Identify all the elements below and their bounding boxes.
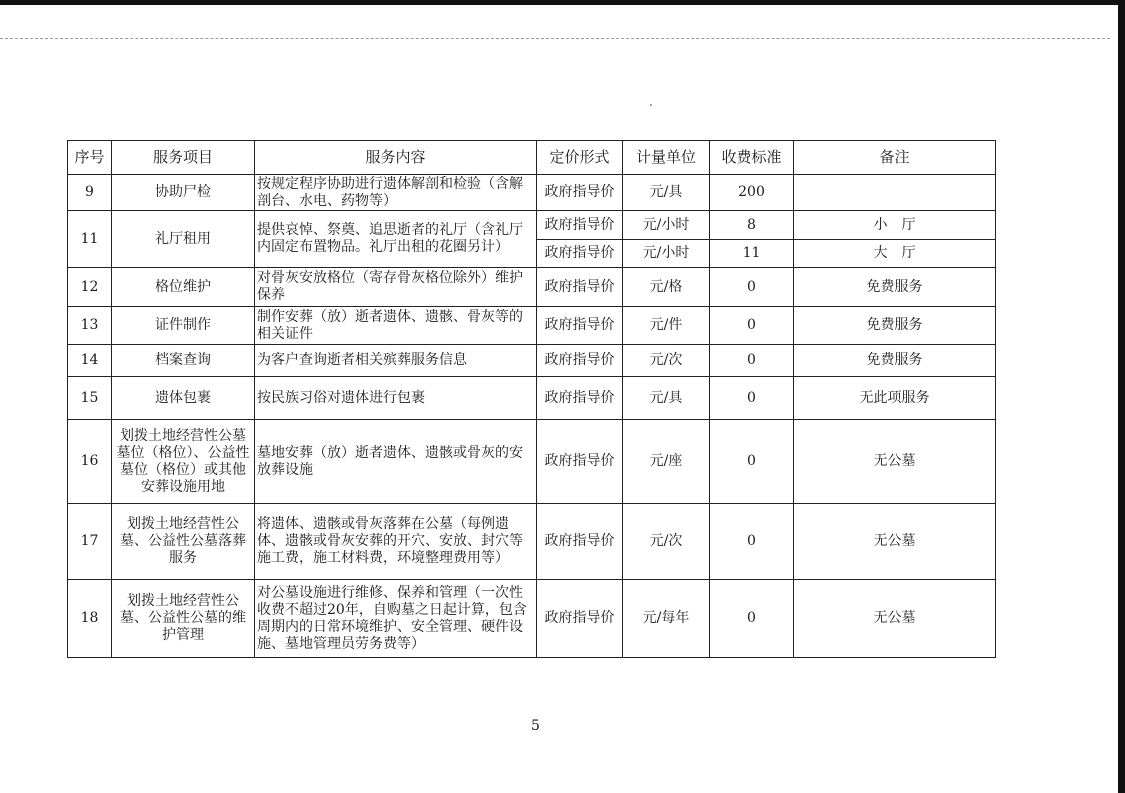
cell-note: 无公墓 [794, 420, 996, 504]
table-row [68, 211, 996, 240]
header-note: 备注 [794, 141, 996, 175]
cell-pricing: 政府指导价 [537, 345, 623, 377]
header-item: 服务项目 [112, 141, 255, 175]
table-row [68, 345, 996, 377]
table-row [68, 175, 996, 211]
cell-pricing: 政府指导价 [537, 420, 623, 504]
cell-unit: 元/格 [623, 268, 710, 307]
cell-fee: 11 [710, 240, 794, 268]
cell-note: 小 厅 [794, 211, 996, 240]
table-row [68, 377, 996, 420]
table-row [68, 420, 996, 504]
cell-pricing: 政府指导价 [537, 504, 623, 580]
cell-note: 无公墓 [794, 504, 996, 580]
cell-pricing: 政府指导价 [537, 175, 623, 211]
cell-note: 无此项服务 [794, 377, 996, 420]
cell-item: 礼厅租用 [112, 211, 255, 268]
cell-unit: 元/件 [623, 307, 710, 345]
cell-pricing: 政府指导价 [537, 377, 623, 420]
cell-note: 免费服务 [794, 345, 996, 377]
cell-content: 按民族习俗对遗体进行包裹 [255, 377, 537, 420]
cell-unit: 元/座 [623, 420, 710, 504]
fee-table [67, 140, 996, 658]
cell-no: 15 [68, 377, 112, 420]
cell-no: 12 [68, 268, 112, 307]
cell-fee: 0 [710, 504, 794, 580]
cell-fee: 0 [710, 307, 794, 345]
cell-content: 为客户查询逝者相关殡葬服务信息 [255, 345, 537, 377]
cell-note: 大 厅 [794, 240, 996, 268]
cell-item: 档案查询 [112, 345, 255, 377]
table-row [68, 307, 996, 345]
cell-unit: 元/次 [623, 504, 710, 580]
cell-content: 制作安葬（放）逝者遗体、遗骸、骨灰等的相关证件 [255, 307, 537, 345]
scan-speck [650, 104, 652, 106]
cell-content: 按规定程序协助进行遗体解剖和检验（含解剖台、水电、药物等） [255, 175, 537, 211]
table-row [68, 580, 996, 658]
cell-no: 16 [68, 420, 112, 504]
cell-item: 证件制作 [112, 307, 255, 345]
table-header-row [68, 141, 996, 175]
cell-item: 划拨土地经营性公墓墓位（格位）、公益性墓位（格位）或其他安葬设施用地 [112, 420, 255, 504]
cell-unit: 元/次 [623, 345, 710, 377]
header-unit: 计量单位 [623, 141, 710, 175]
cell-pricing: 政府指导价 [537, 240, 623, 268]
cell-no: 18 [68, 580, 112, 658]
cell-unit: 元/每年 [623, 580, 710, 658]
cell-item: 格位维护 [112, 268, 255, 307]
cell-fee: 0 [710, 580, 794, 658]
cell-fee: 0 [710, 268, 794, 307]
cell-note: 无公墓 [794, 580, 996, 658]
page-number: 5 [531, 718, 540, 734]
cell-no: 11 [68, 211, 112, 268]
header-fee: 收费标准 [710, 141, 794, 175]
cell-fee: 200 [710, 175, 794, 211]
cell-fee: 0 [710, 377, 794, 420]
cell-item: 划拨土地经营性公墓、公益性公墓落葬服务 [112, 504, 255, 580]
cell-content: 对公墓设施进行维修、保养和管理（一次性收费不超过20年，自购墓之日起计算，包含周期内的日常环境维护、安全管理、硬件设施、墓地管理员劳务费等） [255, 580, 537, 658]
cell-content: 将遗体、遗骸或骨灰落葬在公墓（每例遗体、遗骸或骨灰安葬的开穴、安放、封穴等施工费，施工材料费，环境整理费用等） [255, 504, 537, 580]
cell-pricing: 政府指导价 [537, 307, 623, 345]
cell-no: 13 [68, 307, 112, 345]
cell-pricing: 政府指导价 [537, 268, 623, 307]
cell-note: 免费服务 [794, 307, 996, 345]
cell-unit: 元/具 [623, 175, 710, 211]
cell-item: 划拨土地经营性公墓、公益性公墓的维护管理 [112, 580, 255, 658]
cell-unit: 元/小时 [623, 240, 710, 268]
cell-note: 免费服务 [794, 268, 996, 307]
cell-unit: 元/具 [623, 377, 710, 420]
cell-unit: 元/小时 [623, 211, 710, 240]
table-row [68, 504, 996, 580]
cell-no: 9 [68, 175, 112, 211]
cell-content: 墓地安葬（放）逝者遗体、遗骸或骨灰的安放葬设施 [255, 420, 537, 504]
cell-fee: 0 [710, 420, 794, 504]
cell-item: 协助尸检 [112, 175, 255, 211]
cell-pricing: 政府指导价 [537, 211, 623, 240]
scan-top-edge [0, 0, 1125, 5]
cell-note [794, 175, 996, 211]
dashed-rule [0, 38, 1110, 39]
header-content: 服务内容 [255, 141, 537, 175]
cell-fee: 8 [710, 211, 794, 240]
cell-no: 14 [68, 345, 112, 377]
cell-content: 对骨灰安放格位（寄存骨灰格位除外）维护保养 [255, 268, 537, 307]
table-row [68, 268, 996, 307]
cell-fee: 0 [710, 345, 794, 377]
cell-item: 遗体包裹 [112, 377, 255, 420]
scan-right-edge [1118, 0, 1125, 793]
header-pricing: 定价形式 [537, 141, 623, 175]
cell-no: 17 [68, 504, 112, 580]
cell-content: 提供哀悼、祭奠、追思逝者的礼厅（含礼厅内固定布置物品。礼厅出租的花圈另计） [255, 211, 537, 268]
cell-pricing: 政府指导价 [537, 580, 623, 658]
header-no: 序号 [68, 141, 112, 175]
